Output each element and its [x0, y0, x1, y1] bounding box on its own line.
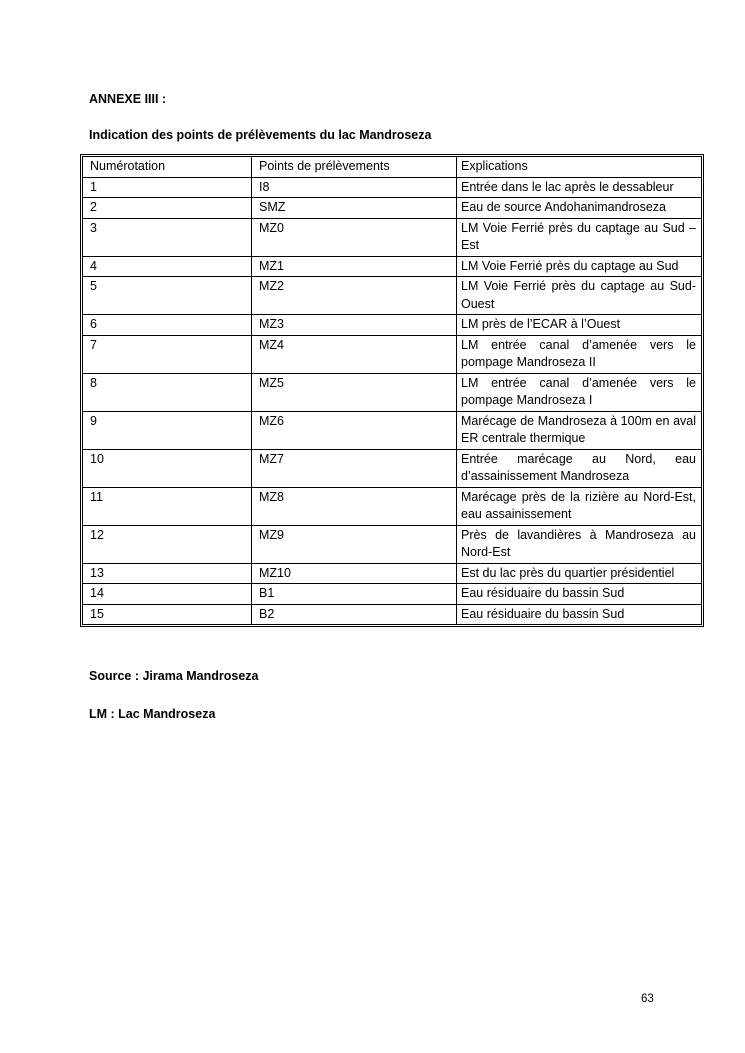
table-row — [83, 563, 702, 584]
table-row — [83, 449, 702, 487]
sampling-points-table — [82, 156, 702, 625]
table-row — [83, 198, 702, 219]
row-number-cell: 2 — [83, 198, 252, 219]
point-code-cell: MZ7 — [252, 449, 457, 487]
table-row — [83, 335, 702, 373]
table-row — [83, 218, 702, 256]
row-number-cell: 13 — [83, 563, 252, 584]
point-code-cell: MZ4 — [252, 335, 457, 373]
row-number-cell: 5 — [83, 277, 252, 315]
table-row — [83, 584, 702, 605]
point-code-cell: MZ1 — [252, 256, 457, 277]
table-row — [83, 525, 702, 563]
row-number-cell: 12 — [83, 525, 252, 563]
table-header-row — [83, 157, 702, 178]
point-code-cell: MZ5 — [252, 373, 457, 411]
explanation-cell: Marécage de Mandroseza à 100m en aval ER centrale thermique — [457, 411, 702, 449]
legend-note: LM : Lac Mandroseza — [89, 707, 216, 721]
point-code-cell: I8 — [252, 177, 457, 198]
point-code-cell: MZ2 — [252, 277, 457, 315]
point-code-cell: B2 — [252, 604, 457, 625]
table-caption: Indication des points de prélèvements du lac Mandroseza — [89, 128, 432, 142]
page-number: 63 — [641, 993, 654, 1005]
header-cell: Numérotation — [83, 157, 252, 178]
explanation-cell: LM entrée canal d’amenée vers le pompage Mandroseza I — [457, 373, 702, 411]
table-row — [83, 411, 702, 449]
explanation-cell: Entrée marécage au Nord, eau d’assainissement Mandroseza — [457, 449, 702, 487]
row-number-cell: 14 — [83, 584, 252, 605]
point-code-cell: MZ8 — [252, 487, 457, 525]
explanation-cell: Entrée dans le lac après le dessableur — [457, 177, 702, 198]
explanation-cell: Eau résiduaire du bassin Sud — [457, 604, 702, 625]
sampling-points-table-frame — [80, 154, 704, 627]
explanation-cell: Est du lac près du quartier présidentiel — [457, 563, 702, 584]
row-number-cell: 7 — [83, 335, 252, 373]
row-number-cell: 8 — [83, 373, 252, 411]
point-code-cell: MZ0 — [252, 218, 457, 256]
explanation-cell: LM près de l’ECAR à l’Ouest — [457, 315, 702, 336]
explanation-cell: Près de lavandières à Mandroseza au Nord-Est — [457, 525, 702, 563]
point-code-cell: MZ9 — [252, 525, 457, 563]
explanation-cell: LM Voie Ferrié près du captage au Sud –Est — [457, 218, 702, 256]
point-code-cell: SMZ — [252, 198, 457, 219]
table-row — [83, 277, 702, 315]
row-number-cell: 15 — [83, 604, 252, 625]
point-code-cell: MZ10 — [252, 563, 457, 584]
explanation-cell: Eau résiduaire du bassin Sud — [457, 584, 702, 605]
table-row — [83, 604, 702, 625]
row-number-cell: 4 — [83, 256, 252, 277]
header-cell: Explications — [457, 157, 702, 178]
table-row — [83, 487, 702, 525]
row-number-cell: 10 — [83, 449, 252, 487]
table-row — [83, 315, 702, 336]
annex-title: ANNEXE IIII : — [89, 92, 167, 106]
explanation-cell: LM Voie Ferrié près du captage au Sud — [457, 256, 702, 277]
explanation-cell: LM entrée canal d’amenée vers le pompage Mandroseza II — [457, 335, 702, 373]
point-code-cell: MZ3 — [252, 315, 457, 336]
table-row — [83, 256, 702, 277]
source-note: Source : Jirama Mandroseza — [89, 669, 259, 683]
point-code-cell: MZ6 — [252, 411, 457, 449]
row-number-cell: 11 — [83, 487, 252, 525]
row-number-cell: 1 — [83, 177, 252, 198]
explanation-cell: Eau de source Andohanimandroseza — [457, 198, 702, 219]
row-number-cell: 3 — [83, 218, 252, 256]
row-number-cell: 6 — [83, 315, 252, 336]
explanation-cell: LM Voie Ferrié près du captage au Sud-Ouest — [457, 277, 702, 315]
point-code-cell: B1 — [252, 584, 457, 605]
explanation-cell: Marécage près de la rizière au Nord-Est, eau assainissement — [457, 487, 702, 525]
table-row — [83, 177, 702, 198]
row-number-cell: 9 — [83, 411, 252, 449]
header-cell: Points de prélèvements — [252, 157, 457, 178]
table-row — [83, 373, 702, 411]
